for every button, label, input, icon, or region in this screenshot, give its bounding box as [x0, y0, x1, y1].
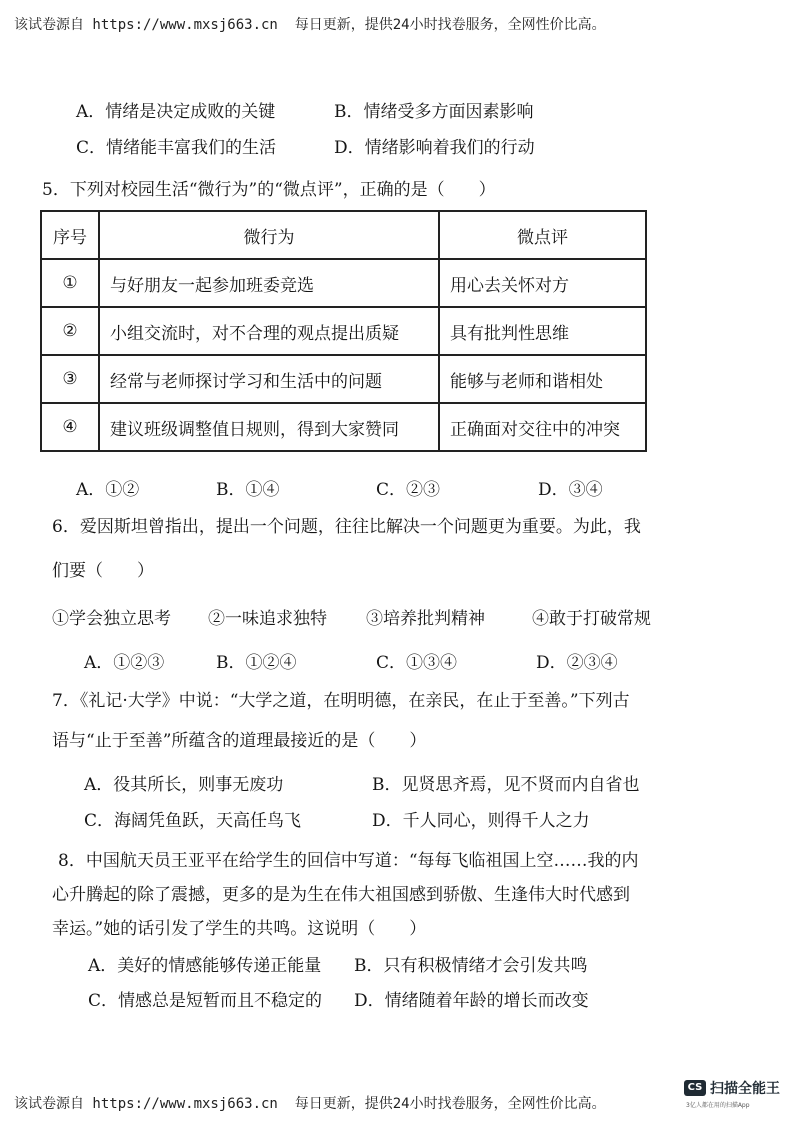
source-footer: 该试卷源自 https://www.mxsj663.cn 每日更新，提供24小时找卷服务，全网性价比高。: [14, 1096, 606, 1112]
table-cell: ③: [41, 355, 99, 403]
logo-tagline: 3亿人都在用的扫描App: [686, 1102, 750, 1109]
q6-stem-line1: 6．爱因斯坦曾指出，提出一个问题，往往比解决一个问题更为重要。为此，我: [52, 517, 641, 537]
table-cell: 能够与老师和谐相处: [439, 355, 646, 403]
q8-option-c: C．情感总是短暂而且不稳定的: [88, 991, 323, 1011]
table-cell: ①: [41, 259, 99, 307]
table-cell: 建议班级调整值日规则，得到大家赞同: [99, 403, 439, 451]
logo-name: 扫描全能王: [710, 1081, 780, 1097]
q5-option-b: B．①④: [216, 480, 280, 500]
q5-option-d: D．③④: [538, 480, 603, 500]
q7-option-b: B．见贤思齐焉，见不贤而内自省也: [372, 775, 640, 795]
q6-item-3: ③培养批判精神: [366, 609, 485, 629]
table-row: [41, 259, 646, 307]
cs-badge-icon: CS: [684, 1080, 706, 1096]
q7-option-c: C．海阔凭鱼跃，天高任鸟飞: [84, 811, 302, 831]
table-row: [41, 355, 646, 403]
q5-option-a: A．①②: [76, 480, 140, 500]
table-row: [41, 403, 646, 451]
q6-option-c: C．①③④: [376, 653, 458, 673]
q7-stem-line2: 语与“止于至善”所蕴含的道理最接近的是（ ）: [52, 731, 427, 751]
q6-item-2: ②一味追求独特: [208, 609, 327, 629]
q6-item-1: ①学会独立思考: [52, 609, 171, 629]
table-cell: 正确面对交往中的冲突: [439, 403, 646, 451]
q7-option-a: A．役其所长，则事无废功: [84, 775, 284, 795]
q4-option-d: D．情绪影响着我们的行动: [334, 138, 535, 158]
table-cell: 用心去关怀对方: [439, 259, 646, 307]
q8-stem-line2: 心升腾起的除了震撼，更多的是为生在伟大祖国感到骄傲、生逢伟大时代感到: [52, 885, 630, 905]
q8-option-b: B．只有积极情绪才会引发共鸣: [354, 956, 588, 976]
table-cell: 具有批判性思维: [439, 307, 646, 355]
table-header-cell: 微点评: [439, 211, 646, 259]
q6-stem-line2: 们要（ ）: [52, 561, 154, 581]
q5-option-c: C．②③: [376, 480, 441, 500]
camscanner-logo: [684, 1078, 792, 1118]
table-cell: 小组交流时，对不合理的观点提出质疑: [99, 307, 439, 355]
q8-option-d: D．情绪随着年龄的增长而改变: [354, 991, 589, 1011]
source-header: 该试卷源自 https://www.mxsj663.cn 每日更新，提供24小时找卷服务，全网性价比高。: [14, 17, 606, 33]
table-cell: 经常与老师探讨学习和生活中的问题: [99, 355, 439, 403]
q5-stem: 5．下列对校园生活“微行为”的“微点评”，正确的是（ ）: [42, 180, 496, 200]
table-cell: ②: [41, 307, 99, 355]
q4-option-c: C．情绪能丰富我们的生活: [76, 138, 277, 158]
q5-table: [40, 210, 647, 452]
q8-option-a: A．美好的情感能够传递正能量: [88, 956, 322, 976]
q7-stem-line1: 7．《礼记·大学》中说：“大学之道，在明明德，在亲民，在止于至善。”下列古: [52, 691, 630, 711]
q8-stem-line3: 幸运。”她的话引发了学生的共鸣。这说明（ ）: [52, 919, 427, 939]
table-cell: 与好朋友一起参加班委竞选: [99, 259, 439, 307]
table-header-row: [41, 211, 646, 259]
q6-option-d: D．②③④: [536, 653, 618, 673]
q7-option-d: D．千人同心，则得千人之力: [372, 811, 590, 831]
table-row: [41, 307, 646, 355]
q8-stem-line1: 8．中国航天员王亚平在给学生的回信中写道：“每每飞临祖国上空……我的内: [58, 851, 639, 871]
q6-option-b: B．①②④: [216, 653, 297, 673]
q4-option-a: A．情绪是决定成败的关键: [76, 102, 276, 122]
q4-option-b: B．情绪受多方面因素影响: [334, 102, 534, 122]
table-cell: ④: [41, 403, 99, 451]
table-header-cell: 微行为: [99, 211, 439, 259]
q6-item-4: ④敢于打破常规: [532, 609, 651, 629]
q6-option-a: A．①②③: [84, 653, 165, 673]
table-header-cell: 序号: [41, 211, 99, 259]
